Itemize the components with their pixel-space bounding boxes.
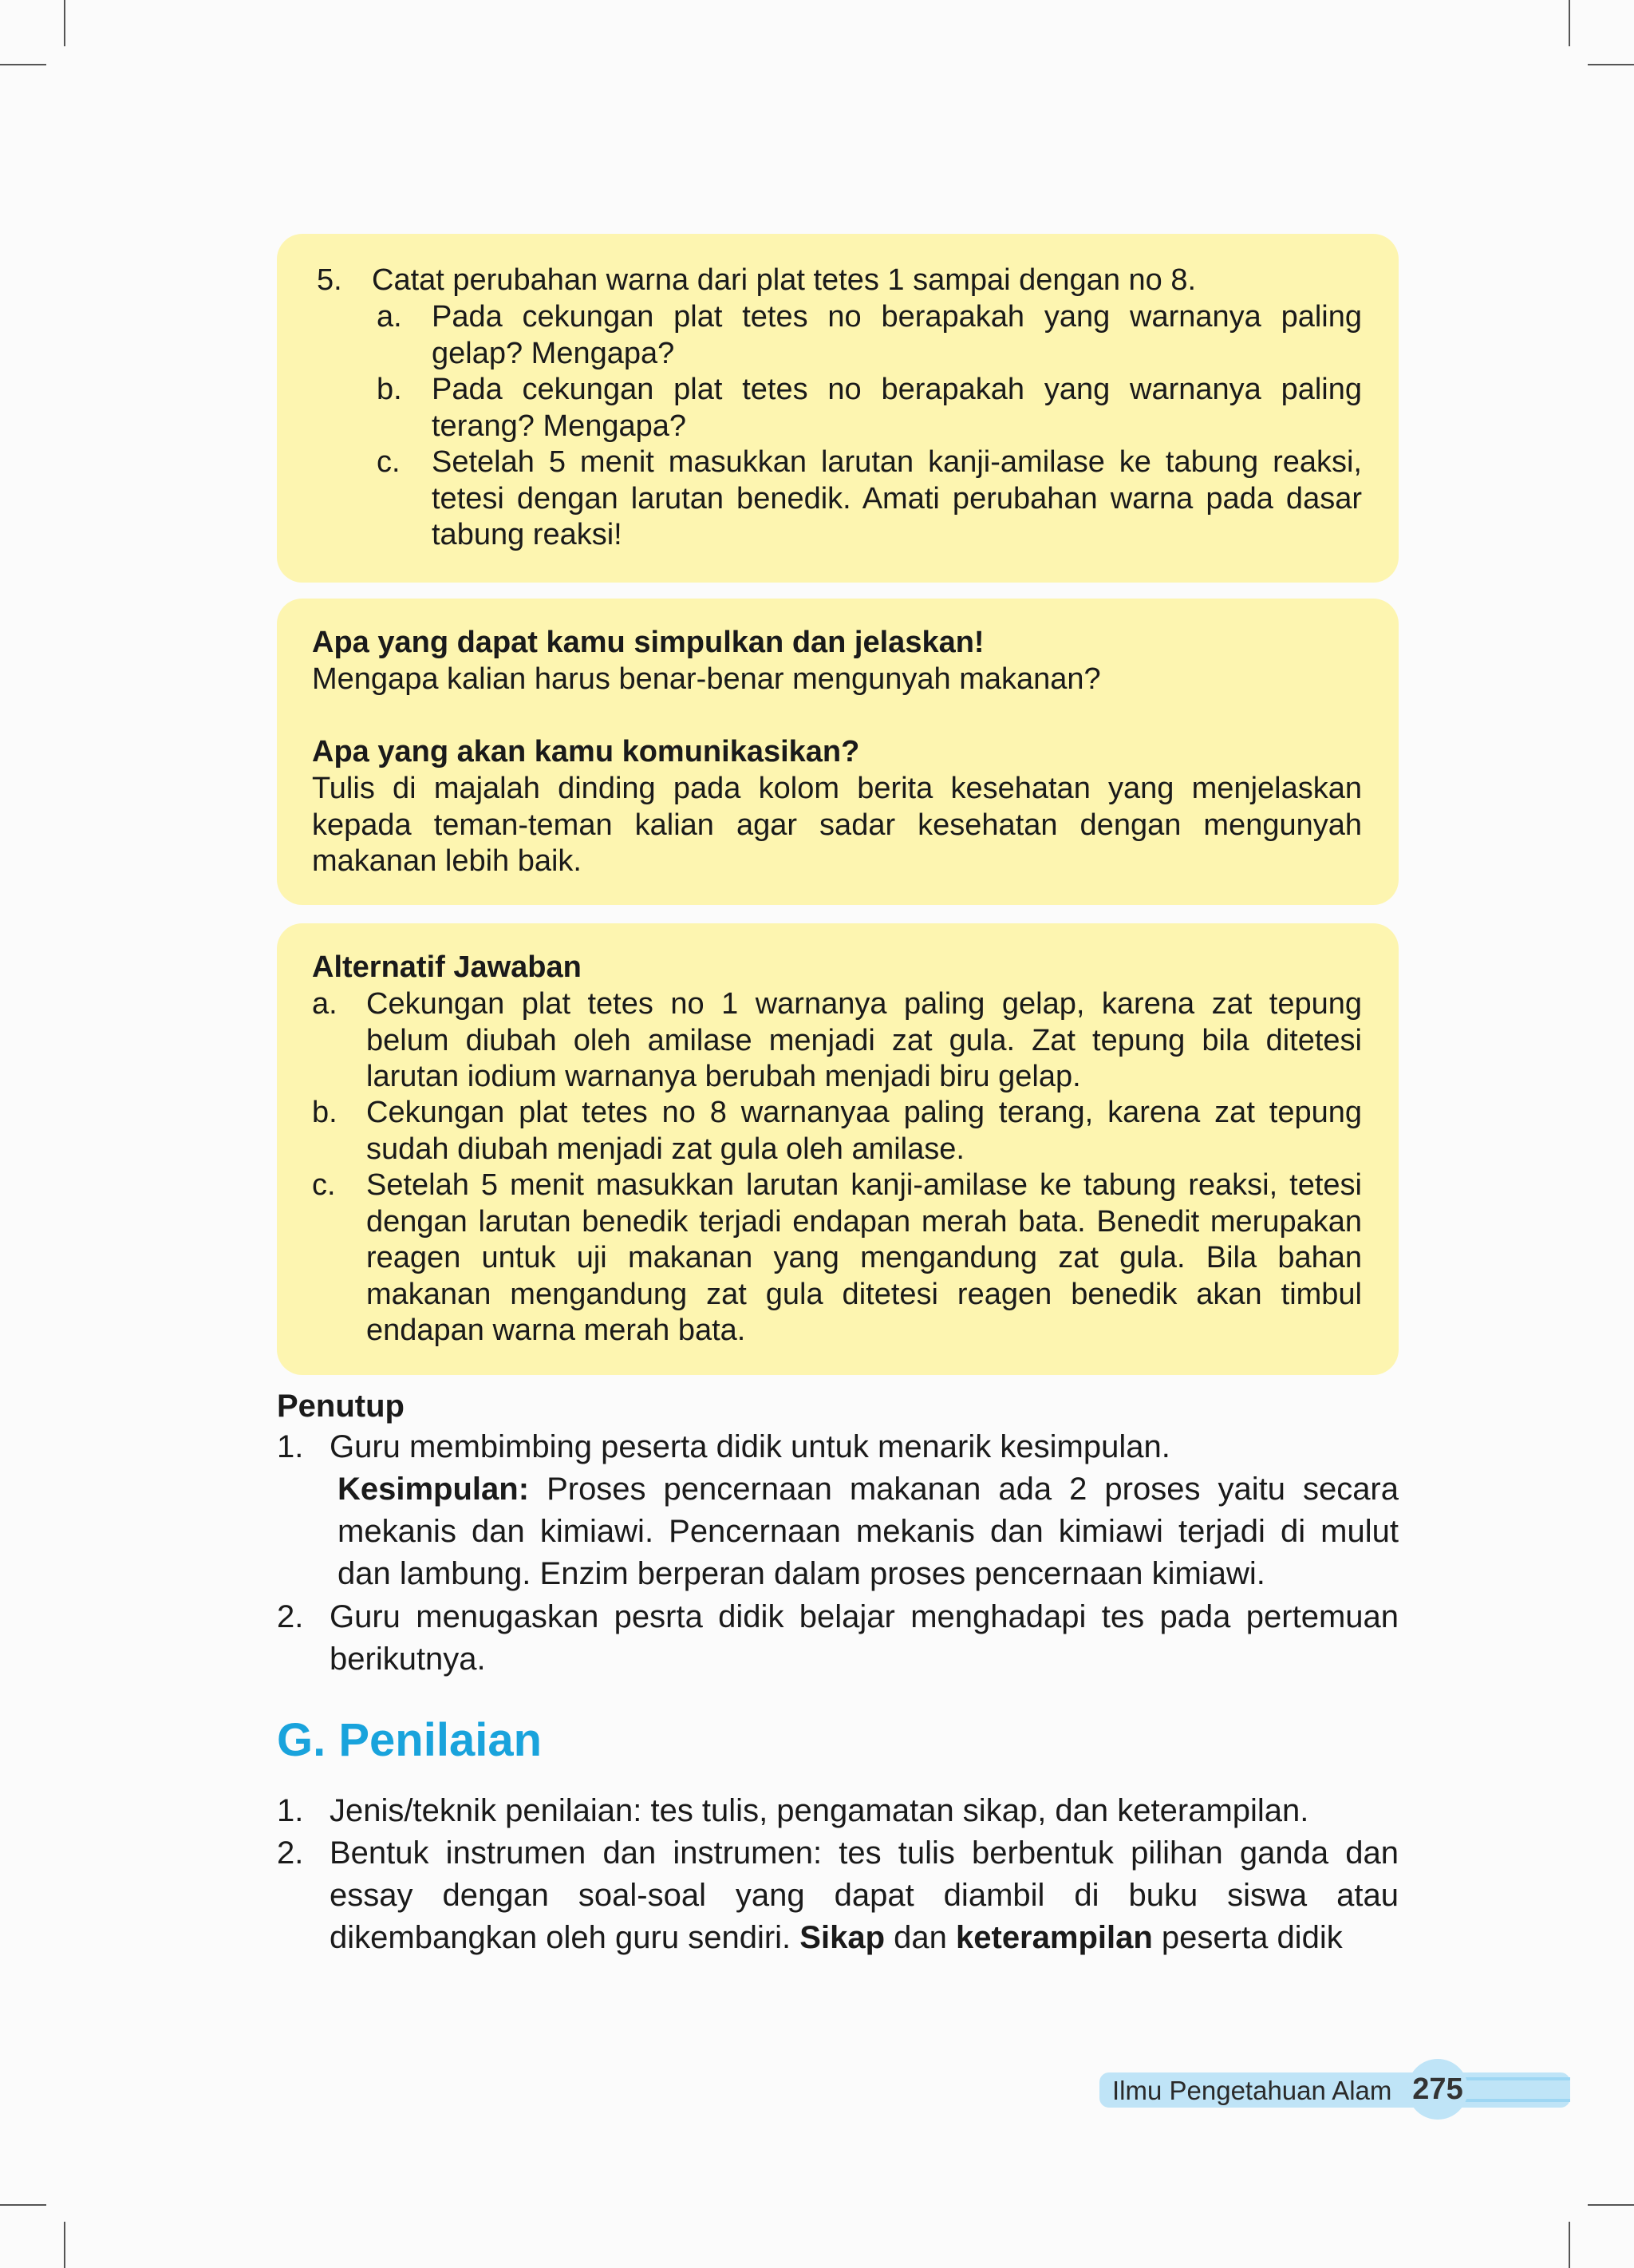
item-label: c. (312, 1168, 336, 1202)
item-text: Cekungan plat tetes no 1 warnanya paling gelap, karena zat tepung belum diubah oleh amilase menjadi zat gula. Zat tepung bila ditetesi larutan iodium warnanya berubah menjadi biru gelap. (366, 987, 1362, 1093)
crop-mark (1588, 64, 1634, 65)
closing-item (277, 1426, 1399, 1468)
conclusion-block (337, 1468, 1399, 1595)
list-item (377, 445, 1362, 554)
answer-item (312, 1168, 1362, 1349)
crop-mark (1588, 2204, 1634, 2206)
crop-mark (64, 2222, 65, 2268)
step-number: 5. (317, 263, 342, 297)
crop-mark (0, 64, 46, 65)
list-item (377, 372, 1362, 445)
assessment-item (277, 1790, 1399, 1832)
footer-decor-line (1452, 2099, 1570, 2102)
item-text-tail: peserta didik (1161, 1920, 1343, 1955)
bold-term: Sikap (799, 1920, 885, 1955)
item-text: Guru membimbing peserta didik untuk menarik kesimpulan. (330, 1429, 1170, 1464)
crop-mark (64, 0, 65, 46)
closing-heading: Penutup (277, 1389, 405, 1424)
item-number: 1. (277, 1429, 304, 1464)
closing-item (277, 1596, 1399, 1681)
book-title: Ilmu Pengetahuan Alam (1112, 2076, 1392, 2105)
item-text-mid: dan (894, 1920, 947, 1955)
item-label: b. (377, 373, 402, 406)
crop-mark (1569, 0, 1570, 46)
item-text: Setelah 5 menit masukkan larutan kanji-amilase ke tabung reaksi, tetesi dengan larutan benedik terjadi endapan merah bata. Benedit merupakan reagen untuk uji makanan yang mengandung zat gula. Bila bahan makanan mengandung zat gula ditetesi reagen benedik akan timbul endapan warna merah bata. (366, 1168, 1362, 1347)
list-item (377, 299, 1362, 372)
item-label: c. (377, 445, 401, 479)
item-label: b. (312, 1096, 337, 1129)
item-text: Jenis/teknik penilaian: tes tulis, pengamatan sikap, dan keterampilan. (330, 1793, 1309, 1828)
item-number: 2. (277, 1835, 304, 1871)
item-text: Guru menugaskan pesrta didik belajar menghadapi tes pada pertemuan berikutnya. (330, 1599, 1399, 1677)
communication-heading: Apa yang akan kamu komunikasikan? (312, 735, 860, 769)
conclusion-text: Mengapa kalian harus benar-benar mengunyah makanan? (312, 662, 1101, 696)
item-text (330, 1832, 1399, 1959)
item-text: Pada cekungan plat tetes no berapakah yang warnanya paling terang? Mengapa? (432, 373, 1362, 443)
bold-term: keterampilan (956, 1920, 1153, 1955)
step-text: Catat perubahan warna dari plat tetes 1 sampai dengan no 8. (372, 263, 1197, 297)
answer-item (312, 1095, 1362, 1168)
crop-mark (1569, 2222, 1570, 2268)
item-number: 2. (277, 1599, 304, 1634)
item-number: 1. (277, 1793, 304, 1828)
section-title: G. Penilaian (277, 1714, 542, 1766)
assessment-item (277, 1832, 1399, 1959)
conclusion-label: Kesimpulan: (337, 1472, 530, 1507)
crop-mark (0, 2204, 46, 2206)
item-label: a. (377, 300, 402, 334)
communication-text: Tulis di majalah dinding pada kolom berita kesehatan yang menjelaskan kepada teman-teman kalian agar sadar kesehatan dengan mengunyah makanan lebih baik. (312, 772, 1362, 878)
item-text: Pada cekungan plat tetes no berapakah yang warnanya paling gelap? Mengapa? (432, 300, 1362, 370)
answer-heading: Alternatif Jawaban (312, 950, 582, 984)
footer-decor-line (1452, 2077, 1570, 2080)
item-text-a: Bentuk instrumen dan instrumen: tes tulis berbentuk pilihan ganda dan essay dengan soal-soal yang dapat diambil di buku siswa atau dikembangkan oleh guru sendiri. (330, 1835, 1399, 1955)
conclusion-body: Proses pencernaan makanan ada 2 proses yaitu secara mekanis dan kimiawi. Pencernaan mekanis dan kimiawi terjadi di mulut dan lambung. Enzim berperan dalam proses pencernaan kimiawi. (337, 1472, 1399, 1591)
answer-item (312, 986, 1362, 1096)
item-text: Cekungan plat tetes no 8 warnanyaa paling terang, karena zat tepung sudah diubah menjadi zat gula oleh amilase. (366, 1096, 1362, 1166)
step-5 (317, 263, 1362, 299)
item-label: a. (312, 987, 337, 1021)
item-text: Setelah 5 menit masukkan larutan kanji-amilase ke tabung reaksi, tetesi dengan larutan benedik. Amati perubahan warna pada dasar tabung reaksi! (432, 445, 1362, 551)
conclusion-paragraph (337, 1468, 1399, 1595)
conclusion-heading: Apa yang dapat kamu simpulkan dan jelaskan! (312, 626, 985, 659)
page-number: 275 (1407, 2059, 1468, 2120)
